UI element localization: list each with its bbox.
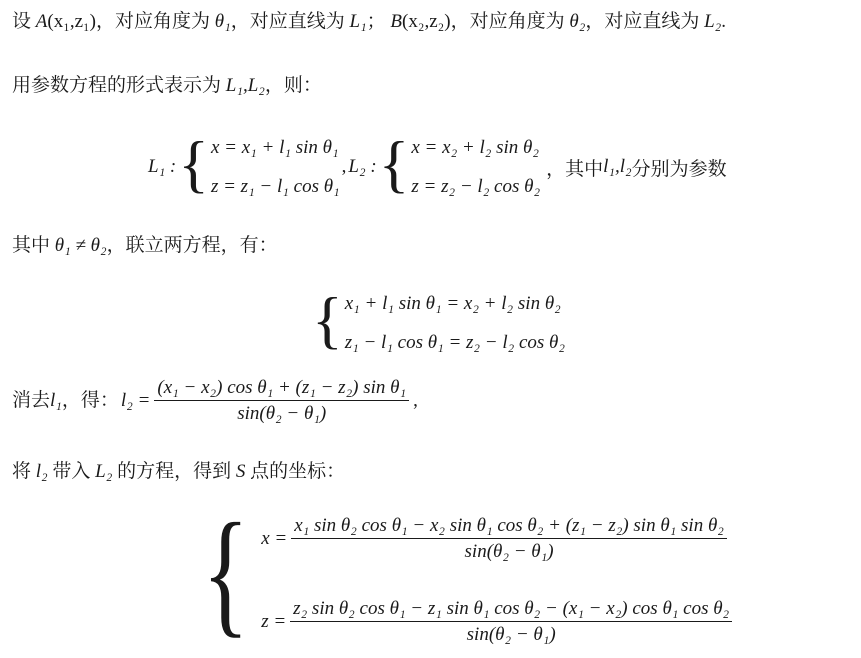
- z-lhs: z =: [261, 611, 287, 632]
- s-coordinate-equations: [192, 495, 736, 650]
- brace-s: {: [202, 495, 250, 650]
- text-parametric: 用参数方程的形式表示为: [12, 75, 222, 96]
- text-angle-2: ，对应角度为: [450, 11, 565, 32]
- text-then: ，则：: [264, 75, 322, 96]
- l2-fraction: [154, 378, 409, 423]
- combined-equations: [312, 284, 565, 355]
- line-l1-label: L₁: [349, 11, 367, 32]
- text-coordinates: 点的坐标：: [250, 461, 346, 482]
- trailing-comma: ,: [413, 390, 418, 411]
- eq-comma: ,: [341, 156, 347, 177]
- l2-numerator: (x₁ − x₂) cos θ₁ + (z₁ − z₂) sin θ₁: [154, 378, 409, 401]
- eq-l2-label: L₂ :: [348, 156, 377, 177]
- separator: ；: [366, 11, 386, 32]
- var-l1: l₁: [50, 390, 62, 411]
- condition-line: [12, 236, 278, 255]
- combined-row-z: z₁ − l₁ cos θ₁ = z₂ − l₂ cos θ₂: [344, 332, 565, 353]
- text-equation-get: 的方程，得到: [117, 461, 232, 482]
- theta-condition: θ₁ ≠ θ₂: [54, 235, 107, 256]
- definition-line: [12, 12, 726, 31]
- note-where: ，其中: [546, 158, 604, 180]
- x-denominator: sin(θ₂ − θ₁): [464, 541, 554, 562]
- point-a-label: A: [35, 11, 48, 32]
- lines-l1-l2: L₁,L₂: [225, 75, 265, 96]
- note-params: l₁,l₂: [603, 156, 632, 177]
- l2-row-x: x = x₂ + l₂ sin θ₂: [411, 137, 539, 158]
- text-where: 其中: [12, 235, 51, 256]
- text-angle-1: ，对应角度为: [95, 11, 210, 32]
- system-s: [261, 516, 736, 644]
- text-into: 带入: [52, 461, 91, 482]
- x-fraction: [291, 516, 727, 561]
- line-l2: L₂: [95, 461, 113, 482]
- point-b-coords: (x₂,z₂): [402, 11, 451, 32]
- eq-l1-label: L₁ :: [148, 156, 177, 177]
- system-l2: [411, 138, 540, 196]
- x-numerator: x₁ sin θ₂ cos θ₁ − x₂ sin θ₁ cos θ₂ + (z₁ − z₂) sin θ₁ sin θ₂: [291, 516, 727, 539]
- l1-row-x: x = x₁ + l₁ sin θ₁: [210, 137, 339, 158]
- point-b-label: B: [390, 11, 403, 32]
- parametric-equations: [148, 128, 727, 199]
- elimination-line: [12, 378, 418, 423]
- text-line-2: ，对应直线为: [585, 11, 700, 32]
- x-lhs: x =: [261, 528, 288, 549]
- var-l2: l₂: [35, 461, 48, 482]
- brace-l2: {: [378, 128, 410, 199]
- theta-1: θ₁: [214, 11, 231, 32]
- theta-2: θ₂: [569, 11, 586, 32]
- l2-lhs: l₂ =: [120, 390, 151, 411]
- s-row-x: [261, 516, 736, 561]
- point-s: S: [235, 461, 246, 482]
- text-she: 设: [12, 11, 32, 32]
- text-combine: ，联立两方程，有：: [106, 235, 278, 256]
- parametric-intro-line: [12, 76, 322, 95]
- combined-row-x: x₁ + l₁ sin θ₁ = x₂ + l₂ sin θ₂: [344, 293, 561, 314]
- brace-combined: {: [312, 284, 343, 355]
- note-are-params: 分别为参数: [631, 158, 727, 180]
- substitution-line: [12, 462, 345, 481]
- period: .: [721, 11, 727, 32]
- z-numerator: z₂ sin θ₂ cos θ₁ − z₁ sin θ₁ cos θ₂ − (x₁ − x₂) cos θ₁ cos θ₂: [290, 599, 732, 622]
- z-fraction: [290, 599, 732, 644]
- line-l2-label: L₂: [704, 11, 722, 32]
- system-l1: [211, 138, 340, 196]
- l2-denominator: sin(θ₂ − θ₁): [237, 403, 327, 424]
- text-eliminate: 消去: [12, 390, 51, 411]
- text-line-1: ，对应直线为: [230, 11, 345, 32]
- point-a-coords: (x₁,z₁): [47, 11, 96, 32]
- z-denominator: sin(θ₂ − θ₁): [466, 624, 556, 645]
- text-put: 将: [12, 461, 32, 482]
- brace-l1: {: [178, 128, 209, 199]
- s-row-z: [261, 599, 736, 644]
- l1-row-z: z = z₁ − l₁ cos θ₁: [210, 176, 340, 197]
- l2-row-z: z = z₂ − l₂ cos θ₂: [411, 176, 541, 197]
- system-combined: [345, 294, 565, 352]
- text-get: ，得：: [61, 390, 119, 411]
